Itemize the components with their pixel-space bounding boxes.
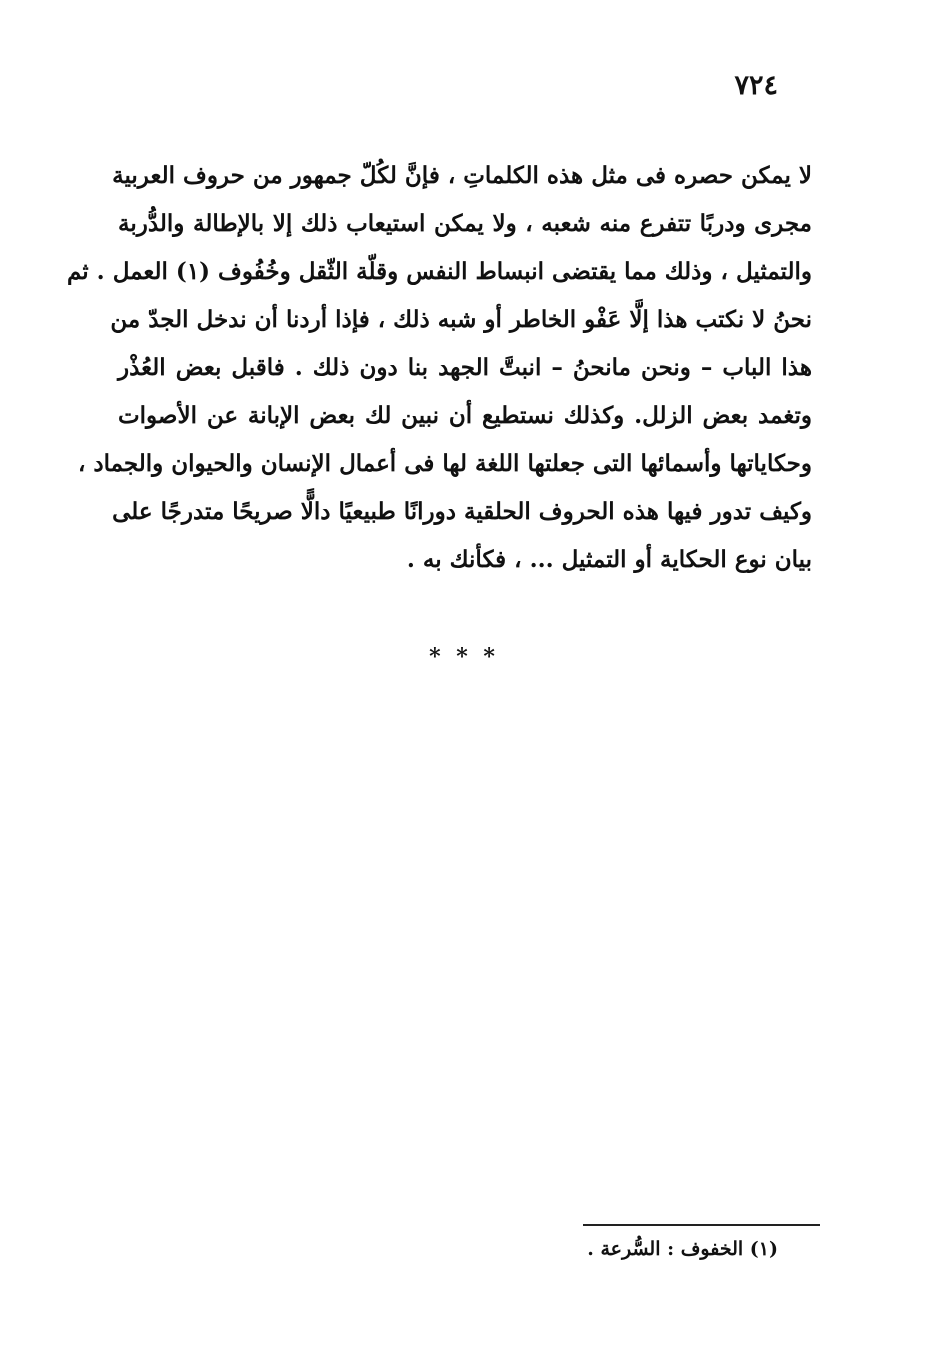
section-separator: * * *	[429, 644, 499, 670]
text-line-4: نحنُ لا نكتب هذا إلَّا عَفْو الخاطر أو شبه ذلك ، فإذا أردنا أن ندخل الجدّ من	[110, 306, 812, 333]
text-line-8: وكيف تدور فيها هذه الحروف الحلقية دورانًا طبيعيًا دالًّا صريحًا متدرجًا على	[112, 498, 812, 525]
text-line-7: وحكاياتها وأسمائها التى جعلتها اللغة لها فى أعمال الإنسان والحيوان والجماد ،	[77, 450, 812, 477]
body-paragraph	[66, 152, 812, 584]
footnote-divider	[583, 1224, 820, 1226]
text-line-2: مجرى ودربًا تتفرع منه شعبه ، ولا يمكن استيعاب ذلك إلا بالإطالة والدُّربة	[118, 210, 812, 237]
text-line-3: والتمثيل ، وذلك مما يقتضى انبساط النفس وقلّة الثّقل وخُفُوف (١) العمل . ثم	[66, 258, 812, 285]
footnote: (١) الخفوف : السُّرعة .	[587, 1238, 778, 1260]
text-line-9: بيان نوع الحكاية أو التمثيل ... ، فكأنك به .	[406, 546, 812, 573]
text-line-6: وتغمد بعض الزلل. وكذلك نستطيع أن نبين لك بعض الإبانة عن الأصوات	[118, 402, 812, 429]
text-line-5: هذا الباب – ونحن مانحنُ – انبتَّ الجهد بنا دون ذلك . فاقبل بعض العُذْر	[118, 354, 812, 381]
text-line-1: لا يمكن حصره فى مثل هذه الكلماتِ ، فإنَّ لكُلّ جمهور من حروف العربية	[112, 162, 812, 189]
page-number: ٧٢٤	[734, 70, 778, 101]
